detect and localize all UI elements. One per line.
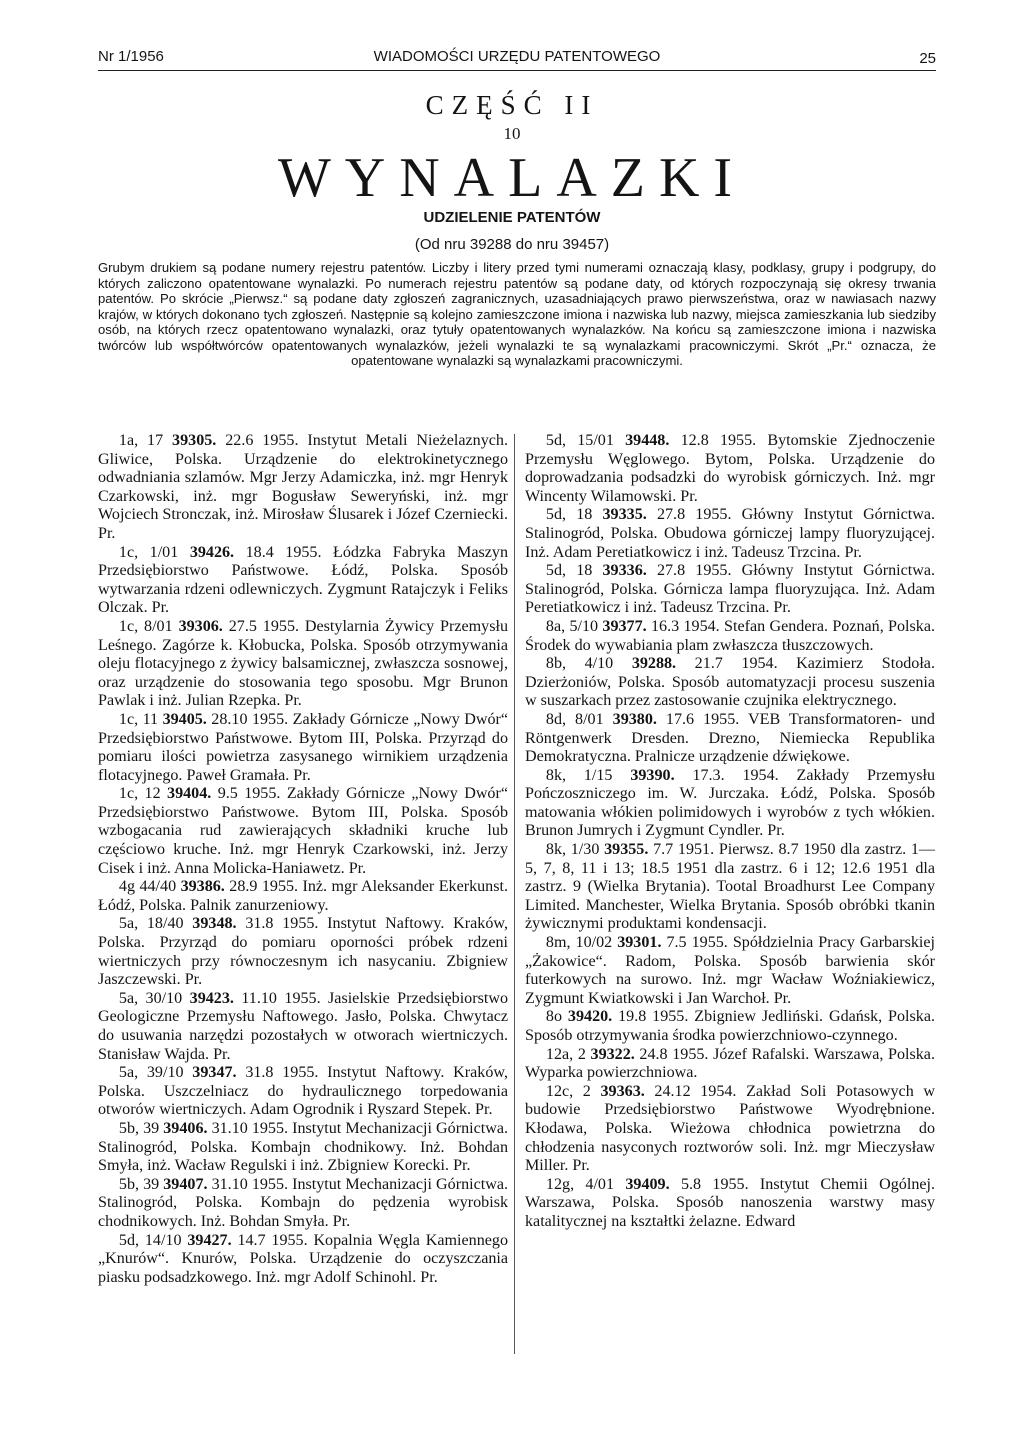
patent-number: 39306. [178, 617, 223, 635]
patent-entry [98, 1232, 508, 1288]
patent-details: 11.10 1955. Jasielskie Przedsiębiorstwo Geologiczne Przemysłu Naftowego. Jasło, Polska. Chwytacz do usuwania narzędzi pozostałych w otworach wiertniczych. Stanisław Wajda. Pr. [98, 989, 508, 1063]
patent-number: 39305. [172, 432, 217, 449]
patent-class: 5b, 39 [118, 1119, 160, 1137]
intro-paragraph: Grubym drukiem są podane numery rejestru patentów. Liczby i litery przed tymi numerami oznaczają klasy, podklasy, grupy i podgrupy, do których zaliczono opatentowane wynalazki. Po numerach rejestru patentów są podane daty, od których rozpoczynają się okresy trwania patentów. Po skrócie „Pierwsz.“ są podane daty zgłoszeń zagranicznych, uzasadniających prawo pierwszeństwa, oraz w nawiasach nazwy krajów, w których dokonano tych zgłoszeń. Następnie są kolejno zamieszczone imiona i nazwiska lub nazwy, miejsca zamieszkania lub siedziby osób, na których rzecz opatentowano wynalazki, oraz tytuły opatentowanych wynalazków. Na końcu są zamieszczone imiona i nazwiska twórców lub współtwórców opatentowanych wynalazków, jeżeli wynalazki te są wynalazkami pracowniczymi. Skrót „Pr.“ oznacza, że opatentowane wynalazki są wynalazkami pracowniczymi. [98, 260, 936, 368]
patent-number: 39380. [612, 710, 657, 728]
patent-class: 12a, 2 [545, 1045, 586, 1063]
patent-number: 39348. [192, 915, 237, 933]
right-column [525, 432, 935, 1232]
patent-number: 39406. [163, 1119, 208, 1137]
patent-details: 24.12 1954. Zakład Soli Potasowych w budowie Przedsiębiorstwo Państwowe Wyodrębnione. Kłodawa, Polska. Wieżowa chłodnica powietrzna do chłodzenia nasyconych roztworów soli. Inż. mgr Mieczysław Miller. Pr. [525, 1082, 935, 1175]
patent-class: 5a, 39/10 [118, 1064, 184, 1082]
patent-entry [98, 711, 508, 785]
patent-details: 7.7 1951. Pierwsz. 8.7 1950 dla zastrz. 1—5, 7, 8, 11 i 13; 18.5 1951 dla zastrz. 6 i 12; 12.6 1951 dla zastrz. 9 (Wielka Brytania). Tootal Broadhurst Lee Company Limited. Manchester, Wielka Brytania. Sposób obróbki tkanin żywicznymi produktami kondensacji. [525, 841, 936, 933]
patent-class: 8o [545, 1008, 563, 1026]
patent-entry [98, 432, 508, 544]
page-header [98, 44, 936, 68]
patent-details: 22.6 1955. Instytut Metali Nieżelaznych. Gliwice, Polska. Urządzenie do elektrokinetycznego odwadniania szlamów. Mgr Jerzy Adamiczka, inż. mgr Henryk Czarkowski, inż. mgr Bogusław Seweryński, inż. mgr Wojciech Stronczak, inż. Mirosław Ślusarek i Józef Czerniecki. Pr. [98, 432, 508, 542]
patent-entry [98, 618, 508, 711]
patent-details: 28.10 1955. Zakłady Górnicze „Nowy Dwór“ Przedsiębiorstwo Państwowe. Bytom III, Polska. Przyrząd do pomiaru ilości powietrza zasysanego wirnikiem urządzenia flotacyjnego. Paweł Gramała. Pr. [98, 710, 508, 784]
patent-number: 39390. [630, 766, 675, 784]
patent-entry [525, 1046, 935, 1083]
patent-details: 18.4 1955. Łódzka Fabryka Maszyn Przedsiębiorstwo Państwowe. Łódź, Polska. Sposób wytwarzania rdzeni odlewniczych. Zygmunt Ratajczyk i Feliks Olczak. Pr. [98, 543, 509, 617]
patent-entry [525, 432, 935, 506]
patent-details: 27.5 1955. Destylarnia Żywicy Przemysłu Leśnego. Zagórze k. Kłobucka, Polska. Sposób otrzymywania oleju flotacyjnego z żywicy balsamicznej, zwłaszcza sosnowej, oraz urządzenie do stosowania tego sposobu. Mgr Brunon Pawlak i inż. Julian Rzepka. Pr. [98, 617, 508, 710]
patent-entry [525, 618, 935, 655]
patent-number: 39405. [162, 710, 207, 728]
patent-entry [525, 506, 935, 562]
patent-number: 39288. [631, 655, 677, 673]
section-number: 10 [503, 124, 521, 143]
section-title: WYNALAZKI [277, 147, 747, 209]
patent-number: 39423. [189, 989, 234, 1007]
patent-class: 1a, 17 [118, 432, 164, 449]
patent-class: 4g 44/40 [118, 878, 177, 896]
patent-entry [98, 1120, 508, 1176]
patent-entry [525, 711, 935, 767]
patent-class: 5d, 18 [545, 562, 593, 580]
page-number: 25 [919, 50, 936, 67]
patent-number: 39355. [604, 841, 649, 859]
patent-entry [525, 1083, 935, 1176]
patent-entry [98, 878, 508, 915]
patent-class: 5d, 15/01 [545, 432, 614, 449]
patent-details: 28.9 1955. Inż. mgr Aleksander Ekerkunst. Łódź, Polska. Palnik zanurzeniowy. [98, 878, 508, 914]
patent-entry [525, 767, 935, 841]
patent-entry [98, 544, 508, 618]
patent-details: 31.8 1955. Instytut Naftowy. Kraków, Polska. Uszczelniacz do hydraulicznego torpedowania otworów wiertniczych. Adam Ogrodnik i Ryszard Stepek. Pr. [98, 1064, 508, 1119]
patent-number: 39426. [189, 543, 235, 561]
patent-details: 7.5 1955. Spółdzielnia Pracy Garbarskiej „Żakowice“. Radom, Polska. Sposób barwienia skór futerkowych na surowo. Inż. mgr Wacław Woźniakiewicz, Zygmunt Kwiatkowski i Jan Warchoł. Pr. [525, 934, 936, 1007]
patent-range: (Od nru 39288 do nru 39457) [414, 236, 610, 253]
patent-class: 8d, 8/01 [545, 710, 604, 728]
patent-details: 21.7 1954. Kazimierz Stodoła. Dzierżoniów, Polska. Sposób automatyzacji procesu suszenia w suszarkach przez zastosowanie czujnika elektrycznego. [525, 655, 935, 710]
patent-number: 39335. [602, 506, 647, 524]
patent-details: 16.3 1954. Stefan Gendera. Poznań, Polska. Środek do wywabiania plam zwłaszcza tłuszczowych. [525, 617, 935, 654]
patent-class: 8b, 4/10 [545, 655, 614, 673]
patent-number: 39448. [625, 432, 670, 449]
patent-entry [525, 562, 935, 618]
patent-entry [98, 915, 508, 989]
patent-number: 39386. [180, 878, 225, 896]
patent-class: 8k, 1/15 [545, 766, 613, 784]
patent-details: 27.8 1955. Główny Instytut Górnictwa. Stalinogród, Polska. Obudowa górniczej lampy fluoryzującej. Inż. Adam Peretiatkowicz i inż. Tadeusz Trzcina. Pr. [525, 506, 936, 561]
patent-entry [98, 1176, 508, 1232]
patent-class: 8m, 10/02 [545, 934, 613, 952]
patent-number: 39377. [602, 617, 647, 635]
patent-class: 1c, 8/01 [118, 617, 173, 635]
patent-details: 9.5 1955. Zakłady Górnicze „Nowy Dwór“ Przedsiębiorstwo Państwowe. Bytom III, Polska. Sposób wzbogacania rud zawierających składniki kruche lub częściowo kruche. Inż. mgr Henryk Czarkowski, inż. Jerzy Cisek i inż. Anna Molicka-Haniawetz. Pr. [98, 785, 508, 877]
patent-class: 5a, 18/40 [118, 915, 184, 933]
patent-class: 12g, 4/01 [545, 1175, 615, 1193]
patent-details: 31.10 1955. Instytut Mechanizacji Górnictwa. Stalinogród, Polska. Kombajn chodnikowy. Inż. Bohdan Smyła, inż. Wacław Regulski i inż. Zbigniew Korecki. Pr. [98, 1119, 509, 1175]
patent-class: 8k, 1/30 [545, 841, 600, 859]
patent-details: 24.8 1955. Józef Rafalski. Warszawa, Polska. Wyparka powierzchniowa. [525, 1045, 935, 1082]
patent-details: 17.6 1955. VEB Transformatoren- und Röntgenwerk Dresden. Drezno, Niemiecka Republika Demokratyczna. Pralnicze urządzenie dźwiękowe. [525, 710, 935, 766]
patent-entry [525, 1008, 935, 1045]
patent-class: 1c, 1/01 [118, 543, 179, 561]
patent-number: 39301. [617, 934, 662, 952]
patent-entry [98, 990, 508, 1064]
patent-class: 5b, 39 [118, 1175, 160, 1193]
header-rule [98, 70, 936, 71]
patent-number: 39409. [625, 1175, 670, 1193]
patent-entry [525, 841, 935, 934]
journal-title: WIADOMOŚCI URZĘDU PATENTOWEGO [373, 48, 661, 65]
patent-class: 5d, 14/10 [118, 1231, 182, 1249]
patent-class: 12c, 2 [545, 1082, 591, 1100]
patent-number: 39427. [187, 1231, 232, 1249]
patent-entry [98, 1064, 508, 1120]
patent-details: 12.8 1955. Bytomskie Zjednoczenie Przemysłu Węglowego. Bytom, Polska. Urządzenie do doprowadzania podsadzki do wyrobisk górniczych. Inż. mgr Wincenty Wilamowski. Pr. [525, 432, 935, 505]
patent-details: 31.8 1955. Instytut Naftowy. Kraków, Polska. Przyrząd do pomiaru oporności próbek rdzeni wiertniczych przy równoczesnym ich nasycaniu. Zbigniew Jaszczewski. Pr. [98, 915, 508, 989]
patent-number: 39420. [567, 1008, 613, 1026]
patent-class: 1c, 11 [118, 710, 159, 728]
patent-entry [98, 785, 508, 878]
patent-details: 19.8 1955. Zbigniew Jedliński. Gdańsk, Polska. Sposób otrzymywania środka powierzchniowo-czynnego. [525, 1008, 936, 1044]
patent-number: 39363. [600, 1082, 645, 1100]
left-column [98, 432, 508, 1287]
patent-details: 17.3. 1954. Zakłady Przemysłu Pończoszniczego im. W. Jurczaka. Łódź, Polska. Sposób matowania włókien polimidowych i wyrobów z tych włókien. Brunon Jumrych i Zygmunt Cyndler. Pr. [525, 766, 935, 840]
patent-class: 8a, 5/10 [545, 617, 599, 635]
patent-number: 39407. [163, 1175, 208, 1193]
patent-class: 5d, 18 [545, 506, 593, 524]
patent-number: 39336. [602, 562, 647, 580]
patent-details: 5.8 1955. Instytut Chemii Ogólnej. Warszawa, Polska. Sposób nanoszenia warstwy masy katalitycznej na kształtki żelazne. Edward [525, 1175, 935, 1230]
patent-entry [525, 655, 935, 711]
patent-number: 39404. [167, 785, 212, 803]
patent-entry [525, 1176, 935, 1232]
patent-number: 39322. [590, 1045, 635, 1063]
column-divider [514, 434, 515, 1354]
patent-class: 5a, 30/10 [118, 989, 183, 1007]
issue-number: Nr 1/1956 [98, 48, 164, 65]
section-subtitle: UDZIELENIE PATENTÓW [423, 209, 601, 226]
patent-details: 27.8 1955. Główny Instytut Górnictwa. Stalinogród, Polska. Górnicza lampa fluoryzująca. Inż. Adam Peretiatkowicz i inż. Tadeusz Trzcina. Pr. [525, 562, 936, 617]
part-heading: CZĘŚĆ II [425, 90, 599, 120]
patent-details: 31.10 1955. Instytut Mechanizacji Górnictwa. Stalinogród, Polska. Kombajn do pędzenia wyrobisk chodnikowych. Inż. Bohdan Smyła. Pr. [98, 1175, 509, 1230]
patent-details: 14.7 1955. Kopalnia Węgla Kamiennego „Knurów“. Knurów, Polska. Urządzenie do oczyszczania piasku podsadzkowego. Inż. mgr Adolf Schinohl. Pr. [98, 1231, 508, 1286]
patent-number: 39347. [192, 1064, 237, 1082]
patent-class: 1c, 12 [118, 785, 161, 803]
patent-entry [525, 934, 935, 1008]
